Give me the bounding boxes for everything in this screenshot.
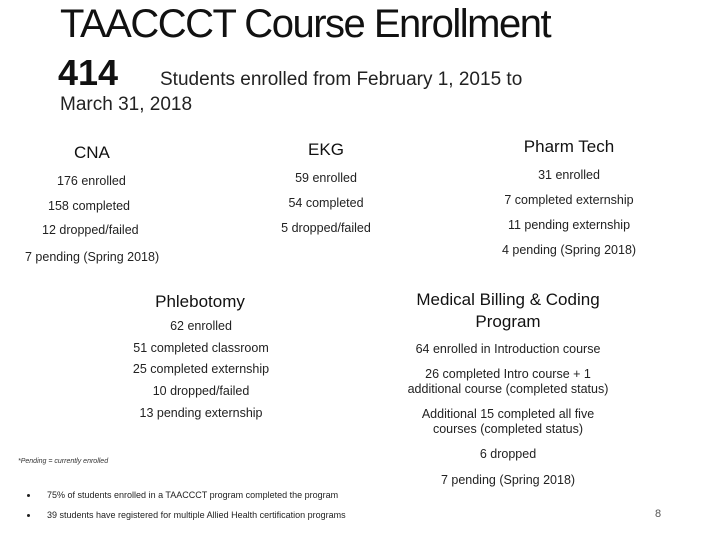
subtitle-line-2: March 31, 2018 bbox=[60, 94, 193, 115]
medical-billing-dropped: 6 dropped bbox=[479, 447, 537, 461]
cna-heading: CNA bbox=[74, 143, 110, 162]
bullet-dot bbox=[27, 514, 30, 517]
medical-billing-completed-all-cont: courses (completed status) bbox=[432, 422, 584, 436]
cna-enrolled: 176 enrolled bbox=[57, 174, 126, 188]
medical-billing-heading-line-1: Medical Billing & Coding bbox=[416, 290, 600, 309]
pharm-tech-pending-externship: 11 pending externship bbox=[507, 218, 631, 232]
footnote: *Pending = currently enrolled bbox=[18, 458, 109, 465]
subtitle-line-1: Students enrolled from February 1, 2015 to bbox=[160, 69, 523, 90]
medical-billing-heading-line-2: Program bbox=[475, 312, 541, 331]
cna-completed: 158 completed bbox=[48, 199, 131, 213]
medical-billing-completed-intro: 26 completed Intro course + 1 bbox=[425, 367, 591, 381]
ekg-completed: 54 completed bbox=[288, 196, 364, 210]
pharm-tech-heading: Pharm Tech bbox=[523, 137, 615, 156]
phlebotomy-completed-classroom: 51 completed classroom bbox=[133, 341, 269, 355]
phlebotomy-heading: Phlebotomy bbox=[155, 292, 245, 311]
phlebotomy-enrolled: 62 enrolled bbox=[170, 319, 232, 333]
cna-pending: 7 pending (Spring 2018) bbox=[25, 250, 160, 264]
cna-dropped: 12 dropped/failed bbox=[42, 223, 139, 237]
medical-billing-completed-all: Additional 15 completed all five bbox=[421, 407, 595, 421]
pharm-tech-enrolled: 31 enrolled bbox=[538, 168, 600, 182]
page-title: TAACCCT Course Enrollment bbox=[60, 2, 551, 46]
page-number: 8 bbox=[655, 508, 662, 520]
phlebotomy-completed-externship: 25 completed externship bbox=[132, 362, 270, 376]
bullet-multiple-programs: 39 students have registered for multiple Allied Health certification programs bbox=[47, 510, 346, 520]
ekg-dropped: 5 dropped/failed bbox=[281, 221, 371, 235]
pharm-tech-completed: 7 completed externship bbox=[504, 193, 634, 207]
total-enrolled-count: 414 bbox=[58, 52, 119, 93]
phlebotomy-dropped: 10 dropped/failed bbox=[152, 384, 250, 398]
medical-billing-pending: 7 pending (Spring 2018) bbox=[440, 473, 576, 487]
bullet-dot bbox=[27, 494, 30, 497]
medical-billing-completed-intro-cont: additional course (completed status) bbox=[407, 382, 609, 396]
bullet-completion-rate: 75% of students enrolled in a TAACCCT program completed the program bbox=[47, 490, 339, 500]
pharm-tech-pending-spring: 4 pending (Spring 2018) bbox=[501, 243, 637, 257]
phlebotomy-pending-externship: 13 pending externship bbox=[139, 406, 263, 420]
ekg-heading: EKG bbox=[308, 140, 344, 159]
medical-billing-intro-enrolled: 64 enrolled in Introduction course bbox=[415, 342, 601, 356]
ekg-enrolled: 59 enrolled bbox=[295, 171, 357, 185]
